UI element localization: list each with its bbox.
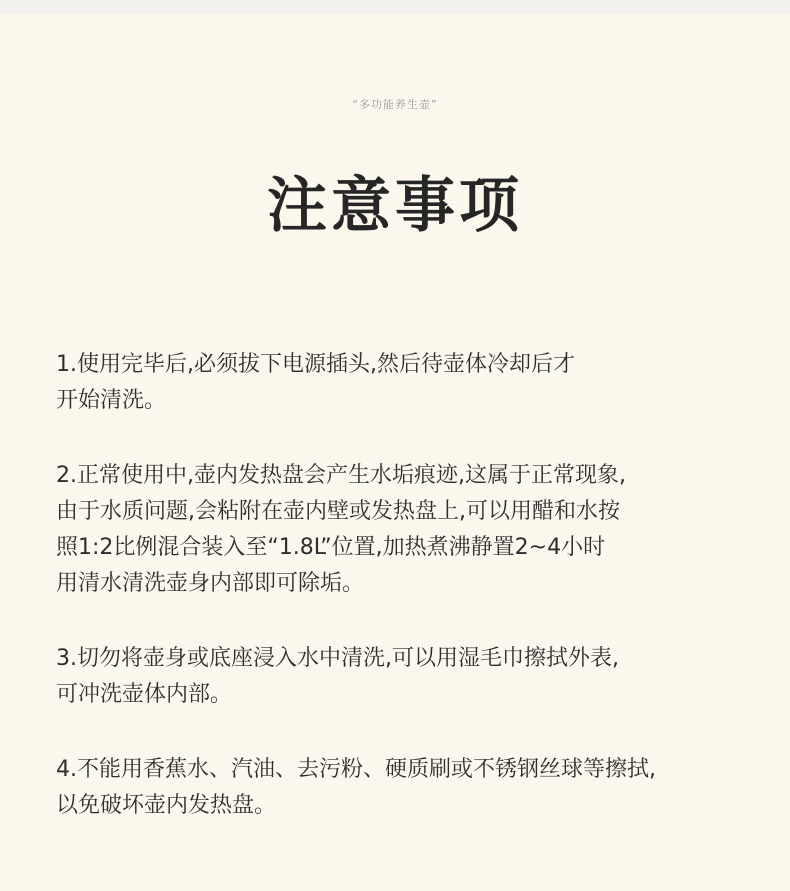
note-item-4 — [56, 752, 790, 824]
note-line: 可冲洗壶体内部。 — [56, 682, 233, 707]
note-item-3 — [56, 641, 790, 713]
top-strip — [0, 0, 790, 14]
note-item-2 — [56, 458, 790, 602]
page-title: 注意事项 — [267, 171, 523, 241]
note-item-1 — [56, 347, 790, 419]
note-line: 1.使用完毕后,必须拔下电源插头,然后待壶体冷却后才 — [56, 352, 575, 377]
note-line: 开始清洗。 — [56, 388, 167, 413]
product-subtitle: “多功能养生壶” — [352, 98, 438, 111]
note-line: 由于水质问题,会粘附在壶内壁或发热盘上,可以用醋和水按 — [56, 499, 620, 524]
note-line: 2.正常使用中,壶内发热盘会产生水垢痕迹,这属于正常现象, — [56, 463, 626, 488]
note-line: 用清水清洗壶身内部即可除垢。 — [56, 571, 365, 596]
notes-list — [56, 347, 790, 863]
note-line: 照1:2比例混合装入至“1.8L”位置,加热煮沸静置2~4小时 — [56, 535, 606, 560]
note-line: 4.不能用香蕉水、汽油、去污粉、硬质刷或不锈钢丝球等擦拭, — [56, 757, 656, 782]
note-line: 3.切勿将壶身或底座浸入水中清洗,可以用湿毛巾擦拭外表, — [56, 646, 619, 671]
note-line: 以免破坏壶内发热盘。 — [56, 793, 277, 818]
